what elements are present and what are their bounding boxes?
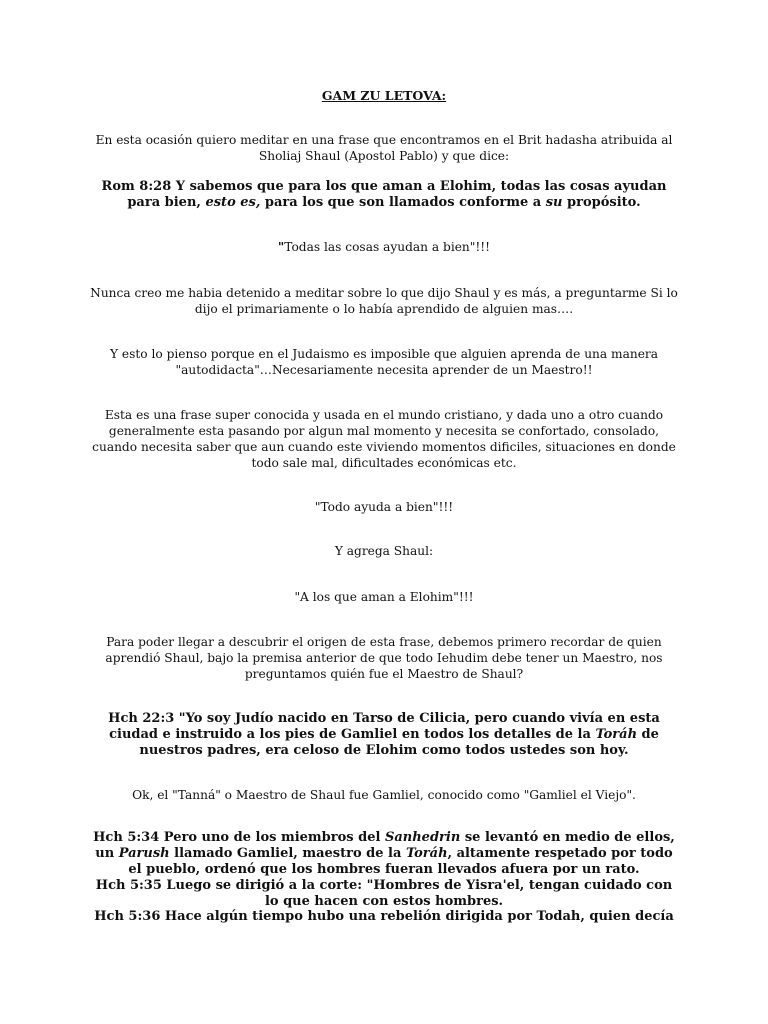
paragraph-nunca-creo: Nunca creo me habia detenido a meditar sobre lo que dijo Shaul y es más, a preguntarme Si lo dijo el primariamente o lo había aprendido de alguien mas…. bbox=[90, 286, 678, 316]
verse-italic: su bbox=[545, 195, 563, 210]
verse-hch-22-3 bbox=[100, 711, 668, 759]
quote-mark: " bbox=[277, 240, 285, 254]
verse-italic: Parush bbox=[118, 846, 170, 861]
verse-text: Hch 5:34 Pero uno de los miembros del bbox=[93, 830, 385, 845]
verse-italic: Toráh bbox=[405, 846, 448, 861]
verse-italic: esto es, bbox=[205, 195, 261, 210]
quote-los-que-aman: "A los que aman a Elohim"!!! bbox=[294, 590, 474, 604]
verse-italic: Sanhedrin bbox=[384, 830, 461, 845]
verse-text: , altamente respetado por todo el pueblo, ordenó que los hombres fueran llevados afuera por un rato. bbox=[128, 846, 673, 877]
paragraph-frase-conocida: Esta es una frase super conocida y usada en el mundo cristiano, y dada uno a otro cuando generalmente esta pasando por algun mal momento y necesita se confortado, consolado, cuando necesita saber que aun cuando este viviendo momentos dificiles, situaciones en donde todo sale mal, dificultades económicas etc. bbox=[92, 408, 676, 470]
verse-text: para los que son llamados conforme a bbox=[260, 195, 546, 210]
paragraph-judaismo: Y esto lo pienso porque en el Judaismo es imposible que alguien aprenda de una manera "autodidacta"…Necesariamente necesita aprender de un Maestro!! bbox=[109, 347, 659, 377]
paragraph-tanna: Ok, el "Tanná" o Maestro de Shaul fue Gamliel, conocido como "Gamliel el Viejo". bbox=[132, 788, 636, 802]
document-title: GAM ZU LETOVA: bbox=[321, 88, 447, 103]
verse-text: Hch 22:3 "Yo soy Judío nacido en Tarso de Cilicia, pero cuando vivía en esta ciudad e instruido a los pies de Gamliel en todos los detalles de la bbox=[108, 711, 660, 742]
verse-text: Rom 8:28 Y sabemos que para los que aman a Elohim, todas las cosas ayudan para bien, bbox=[101, 179, 667, 210]
quote-todo-ayuda: "Todo ayuda a bien"!!! bbox=[314, 500, 454, 514]
paragraph-origen-frase: Para poder llegar a descubrir el origen de esta frase, debemos primero recordar de quien aprendió Shaul, bajo la premisa anterior de que todo Iehudim debe tener un Maestro, nos preguntamos quién fue el Maestro de Shaul? bbox=[105, 635, 663, 681]
paragraph-agrega-shaul: Y agrega Shaul: bbox=[334, 544, 434, 558]
verse-hch-5-34 bbox=[92, 830, 676, 878]
verse-text: llamado Gamliel, maestro de la bbox=[169, 846, 406, 861]
quote-text: Todas las cosas ayudan a bien"!!! bbox=[284, 240, 491, 254]
verse-hch-5-35: Hch 5:35 Luego se dirigió a la corte: "Hombres de Yisra'el, tengan cuidado con lo que hacen con estos hombres. bbox=[95, 878, 673, 909]
quote-todas-las-cosas bbox=[88, 239, 680, 255]
verse-text: propósito. bbox=[562, 195, 641, 210]
verse-text: se levantó en medio de ellos, un bbox=[95, 830, 675, 861]
verse-italic: Toráh bbox=[595, 727, 638, 742]
verse-rom-8-28 bbox=[100, 179, 668, 211]
verse-hch-5-36: Hch 5:36 Hace algún tiempo hubo una rebelión dirigida por Todah, quien decía bbox=[94, 909, 674, 924]
intro-paragraph: En esta ocasión quiero meditar en una frase que encontramos en el Brit hadasha atribuida al Sholiaj Shaul (Apostol Pablo) y que dice: bbox=[95, 133, 673, 163]
verse-text: de nuestros padres, era celoso de Elohim como todos ustedes son hoy. bbox=[139, 727, 659, 758]
